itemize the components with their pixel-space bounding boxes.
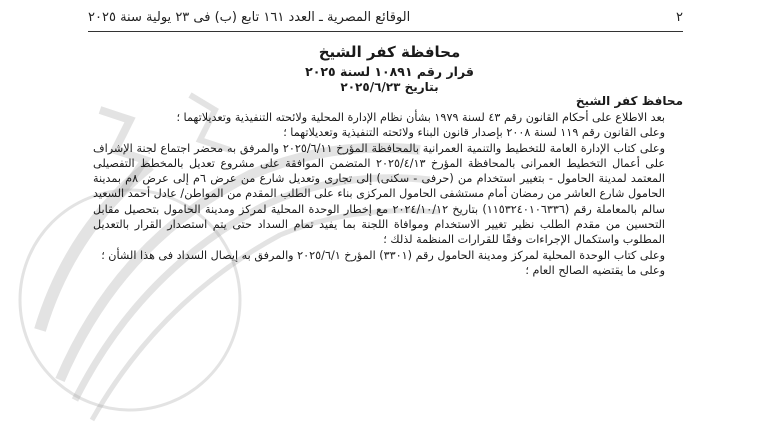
paragraph: وعلى كتاب الوحدة المحلية لمركز ومدينة الحامول رقم (٣٣٠١) المؤرخ ٢٠٢٥/٦/١ والمرفق به إيصال السداد فى هذا الشأن ؛: [101, 248, 665, 262]
paragraph: بعد الاطلاع على أحكام القانون رقم ٤٣ لسنة ١٩٧٩ بشأن نظام الإدارة المحلية ولائحته التنفيذية وتعديلاتهما ؛: [176, 111, 665, 124]
decision-date: بتاريخ ٢٠٢٥/٦/٢٣: [340, 80, 439, 94]
paragraph: وعلى كتاب الإدارة العامة للتخطيط والتنمية العمرانية بالمحافظة المؤرخ ٢٠٢٥/٦/١١ والمرفق به محضر اجتماع لجنة الإشراف على أعمال التخطيط العمرانى بالمحافظة المؤرخ ٢٠٢٥/٤/١٣ المتضمن الموافقة على مشروع تعديل بالمخطط التفصيلى المعتمد لمدينة الحامول - بتغيير استخدام من (حرفى - سكنى) إلى تجارى وتعديل شارع من عرض ٦م إلى عرض ٨م بمدينة الحامول شارع العاشر من رمضان أمام مستشفى الحامول المركزى بناء على الطلب المقدم من المواطن/ عادل أحمد السعيد سالم بالمعاملة رقم (١١٥٣٢٤٠١٠٦٣٣٦) بتاريخ ٢٠٢٤/١٠/١٢ مع إخطار الوحدة المحلية لمركز ومدينة الحامول بتحصيل مقابل التحسين من مقدم الطلب نظير تغيير الاستخدام وموافاة اللجنة بما يفيد تمام السداد حتى يتم استصدار القرار بالتعديل المطلوب واستكمال الإجراءات وفقًا للقرارات المنظمة لذلك ؛: [93, 141, 666, 247]
gazette-header: [88, 10, 683, 25]
page-number: ٢: [676, 10, 683, 25]
issuer-heading: محافظ كفر الشيخ: [575, 94, 683, 108]
paragraph: وعلى ما يقتضيه الصالح العام ؛: [525, 263, 665, 277]
decision-number: قرار رقم ١٠٨٩١ لسنة ٢٠٢٥: [305, 64, 474, 79]
page-title: محافظة كفر الشيخ: [318, 43, 461, 61]
decision-body: [93, 110, 683, 278]
paragraph: وعلى القانون رقم ١١٩ لسنة ٢٠٠٨ بإصدار قانون البناء ولائحته التنفيذية وتعديلاتهما ؛: [283, 126, 665, 140]
header-divider: [88, 31, 683, 32]
gazette-issue-line: الوقائع المصرية ـ العدد ١٦١ تابع (ب) فى ٢٣ يولية سنة ٢٠٢٥: [88, 10, 411, 25]
